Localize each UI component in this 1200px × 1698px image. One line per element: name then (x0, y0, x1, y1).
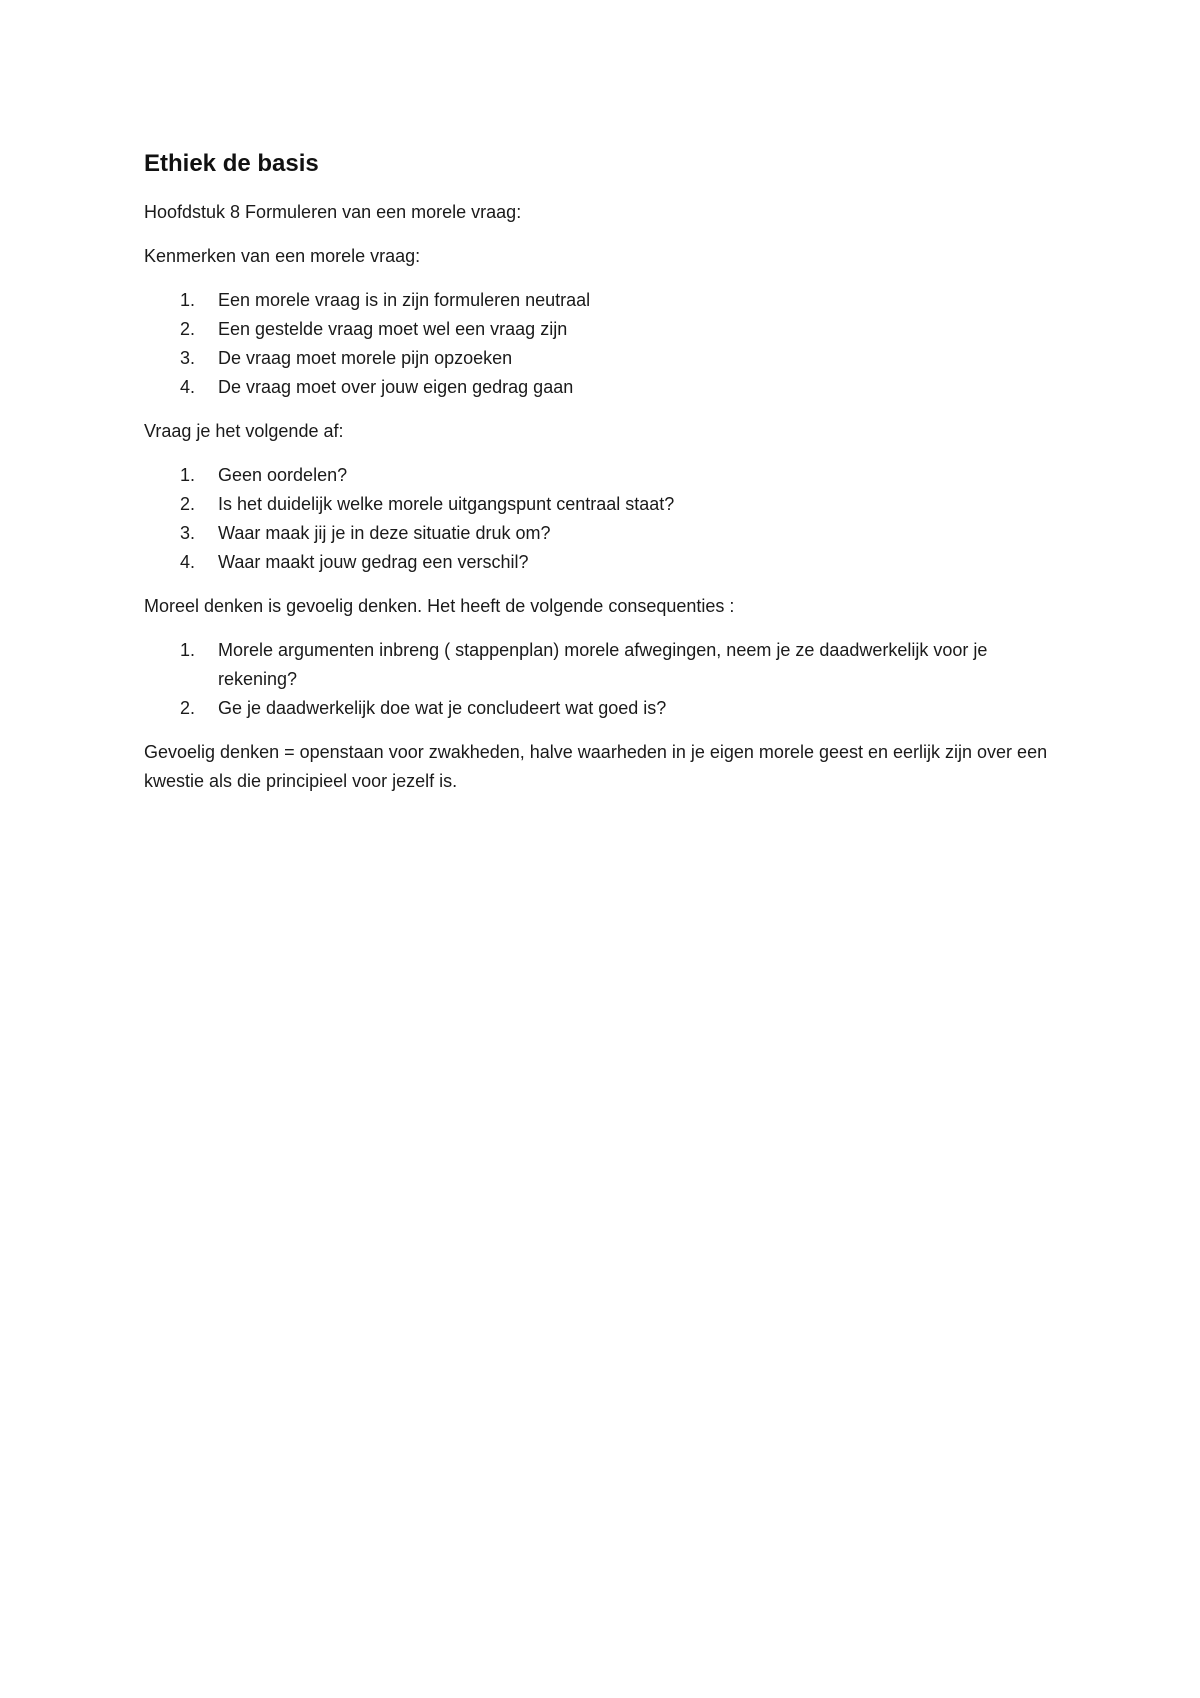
list-item-text: Ge je daadwerkelijk doe wat je concludeert wat goed is? (218, 698, 667, 718)
list-item (144, 286, 1064, 315)
list-number: 1. (180, 290, 196, 310)
list-number: 3. (180, 523, 196, 543)
list-item-text: Waar maakt jouw gedrag een verschil? (218, 552, 529, 572)
list-item-text: Waar maak jij je in deze situatie druk om? (218, 523, 551, 543)
list-number: 4. (180, 377, 196, 397)
list-item-text: Een gestelde vraag moet wel een vraag zijn (218, 319, 568, 339)
list-item (144, 519, 1064, 548)
conclusion-paragraph: Gevoelig denken = openstaan voor zwakheden, halve waarheden in je eigen morele geest en eerlijk zijn over een kwestie als die principieel voor jezelf is. (144, 742, 1048, 791)
list-number: 2. (180, 698, 196, 718)
vraag-list (144, 461, 1064, 577)
chapter-heading: Hoofdstuk 8 Formuleren van een morele vraag: (144, 202, 522, 222)
list-item (144, 548, 1064, 577)
consequenties-list (144, 636, 1064, 723)
kenmerken-list (144, 286, 1064, 402)
list-item (144, 373, 1064, 402)
section-heading-vraag: Vraag je het volgende af: (144, 421, 344, 441)
list-number: 2. (180, 319, 196, 339)
list-number: 1. (180, 640, 196, 660)
document-body (144, 140, 1064, 796)
section-heading-kenmerken: Kenmerken van een morele vraag: (144, 246, 421, 266)
list-number: 4. (180, 552, 196, 572)
list-number: 3. (180, 348, 196, 368)
list-item (144, 344, 1064, 373)
list-item-text: Morele argumenten inbreng ( stappenplan) morele afwegingen, neem je ze daadwerkelijk voor je rekening? (218, 640, 988, 689)
list-item-text: De vraag moet over jouw eigen gedrag gaan (218, 377, 574, 397)
list-item-text: Geen oordelen? (218, 465, 348, 485)
list-item (144, 490, 1064, 519)
list-item-text: Is het duidelijk welke morele uitgangspunt centraal staat? (218, 494, 675, 514)
list-item-text: De vraag moet morele pijn opzoeken (218, 348, 513, 368)
list-item-text: Een morele vraag is in zijn formuleren neutraal (218, 290, 591, 310)
list-item (144, 694, 1064, 723)
section-heading-moreel-denken: Moreel denken is gevoelig denken. Het heeft de volgende consequenties : (144, 596, 735, 616)
list-item (144, 636, 1064, 694)
list-number: 2. (180, 494, 196, 514)
list-number: 1. (180, 465, 196, 485)
list-item (144, 315, 1064, 344)
document-title: Ethiek de basis (144, 150, 319, 177)
list-item (144, 461, 1064, 490)
